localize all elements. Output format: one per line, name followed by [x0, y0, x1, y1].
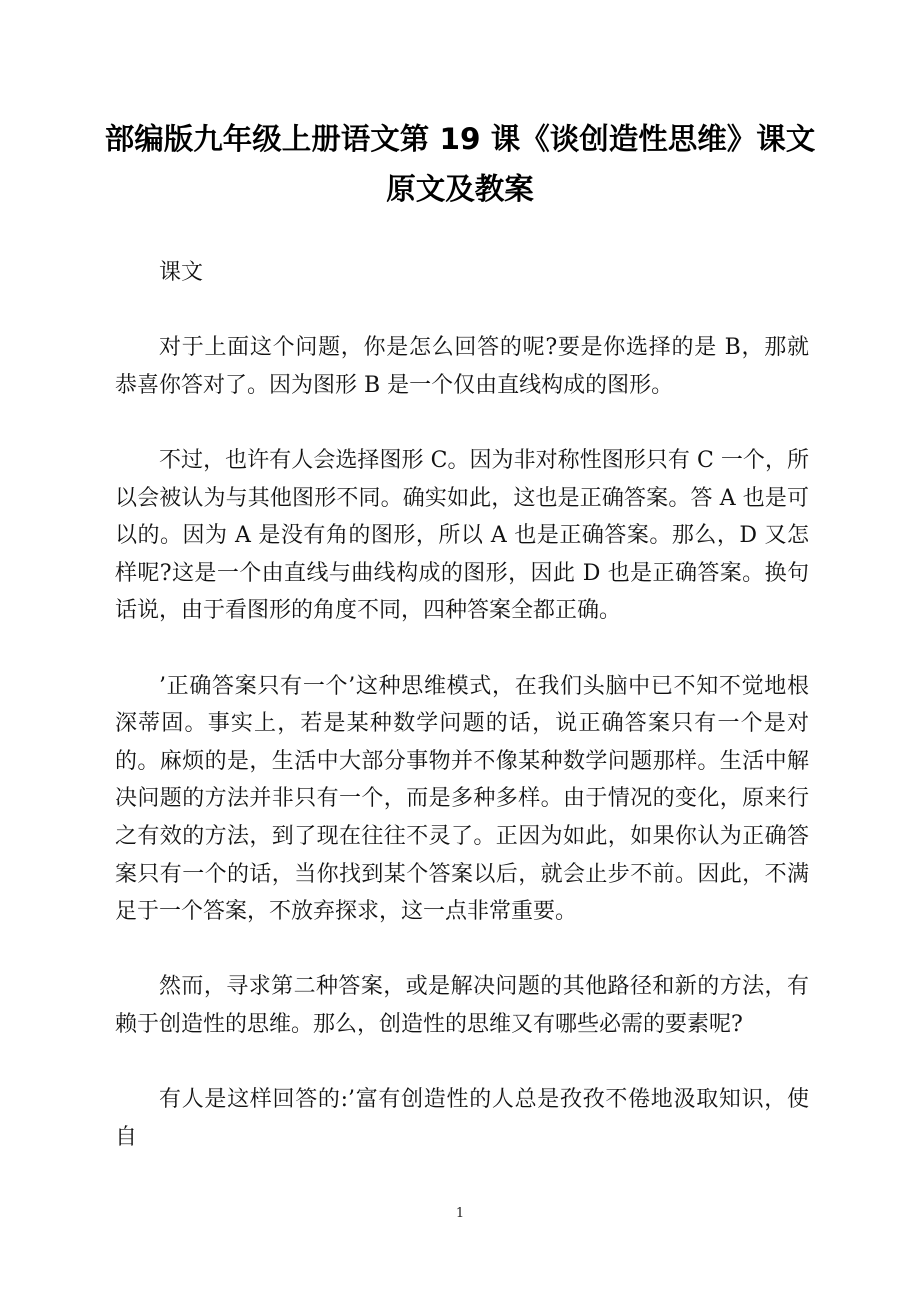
paragraph: ’正确答案只有一个’这种思维模式，在我们头脑中已不知不觉地根深蒂固。事实上，若是某种数学问题的话，说正确答案只有一个是对的。麻烦的是，生活中大部分事物并不像某种数学问题那样。生活中解决问题的方法并非只有一个，而是多种多样。由于情况的变化，原来行之有效的方法，到了现在往往不灵了。正因为如此，如果你认为正确答案只有一个的话，当你找到某个答案以后，就会止步不前。因此，不满足于一个答案，不放弃探求，这一点非常重要。 — [115, 673, 809, 925]
paragraph: 对于上面这个问题，你是怎么回答的呢?要是你选择的是 B，那就恭喜你答对了。因为图形 B 是一个仅由直线构成的图形。 — [115, 335, 809, 398]
paragraph: 有人是这样回答的:’富有创造性的人总是孜孜不倦地汲取知识，使自 — [115, 1087, 809, 1150]
paragraph: 不过，也许有人会选择图形 C。因为非对称性图形只有 C 一个，所以会被认为与其他图形不同。确实如此，这也是正确答案。答 A 也是可以的。因为 A 是没有角的图形，所以 A 也是正确答案。那么，D 又怎样呢?这是一个由直线与曲线构成的图形，因此 D 也是正确答案。换句话说，由于看图形的角度不同，四种答案全都正确。 — [115, 447, 809, 624]
section-heading: 课文 — [159, 260, 204, 285]
article-body — [115, 254, 809, 1194]
page-title: 部编版九年级上册语文第 19 课《谈创造性思维》课文原文及教案 — [104, 122, 816, 206]
page-number: 1 — [455, 1206, 465, 1221]
paragraph: 然而，寻求第二种答案，或是解决问题的其他路径和新的方法，有赖于创造性的思维。那么，创造性的思维又有哪些必需的要素呢? — [115, 974, 809, 1037]
